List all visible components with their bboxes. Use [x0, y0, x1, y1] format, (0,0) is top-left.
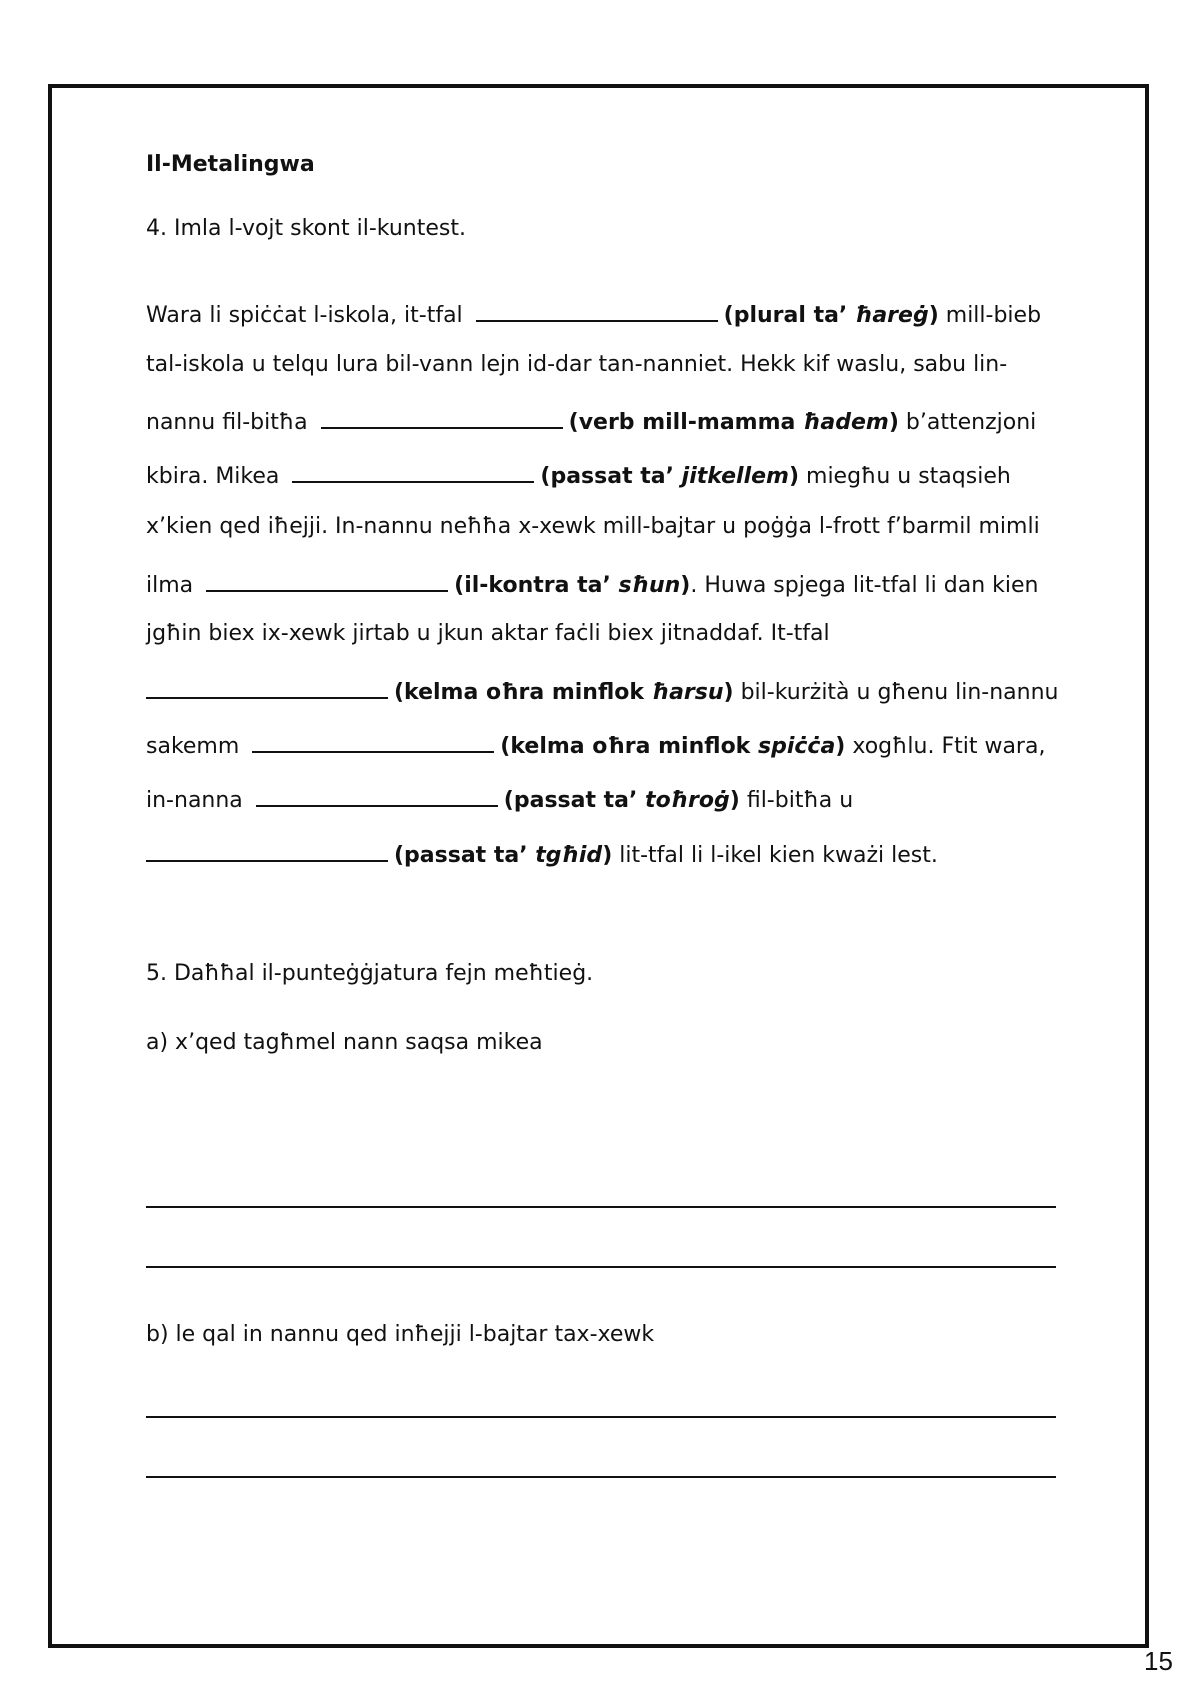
passage-line-1: [146, 298, 1041, 328]
blank-input-2[interactable]: [321, 405, 563, 429]
passage-text: miegħu u staqsieh: [799, 464, 1011, 489]
answer-line-5b-1[interactable]: [146, 1416, 1056, 1418]
hint: (kelma oħra minflok spiċċa): [500, 734, 846, 759]
page-number: 15: [1144, 1646, 1173, 1676]
passage-text: b’attenzjoni: [898, 410, 1037, 435]
hint: (verb mill-mamma ħadem): [568, 410, 899, 435]
hint: (il-kontra ta’ sħun): [454, 573, 691, 598]
passage-text: . Huwa spjega lit-tfal li dan kien: [690, 573, 1039, 598]
answer-line-5a-1[interactable]: [146, 1206, 1056, 1208]
answer-line-5b-2[interactable]: [146, 1476, 1056, 1478]
passage-line-4: [146, 459, 1011, 489]
question-4-instruction: 4. Imla l-vojt skont il-kuntest.: [146, 216, 466, 241]
hint: (passat ta’ tgħid): [394, 843, 613, 868]
blank-input-6[interactable]: [252, 729, 494, 753]
blank-input-4[interactable]: [206, 568, 448, 592]
passage-text: kbira. Mikea: [146, 464, 280, 489]
blank-input-3[interactable]: [292, 459, 534, 483]
passage-text: xogħlu. Ftit wara,: [845, 734, 1046, 759]
passage-line-10: [146, 783, 853, 813]
passage-text: nannu fil-bitħa: [146, 410, 308, 435]
passage-text: bil-kurżità u għenu lin-nannu: [733, 680, 1059, 705]
blank-input-1[interactable]: [476, 298, 718, 322]
passage-text: in-nanna: [146, 788, 243, 813]
passage-line-8: [146, 675, 1059, 705]
hint: (kelma oħra minflok ħarsu): [394, 680, 734, 705]
passage-line-9: [146, 729, 1045, 759]
question-5a: a) x’qed tagħmel nann saqsa mikea: [146, 1030, 543, 1055]
blank-input-5[interactable]: [146, 675, 388, 699]
passage-text: Wara li spiċċat l-iskola, it-tfal: [146, 303, 463, 328]
passage-text: ilma: [146, 573, 194, 598]
passage-text: mill-bieb: [938, 303, 1042, 328]
passage-line-3: [146, 405, 1036, 435]
passage-line-11: [146, 838, 938, 868]
passage-line-5: x’kien qed iħejji. In-nannu neħħa x-xewk mill-bajtar u poġġa l-frott f’barmil mimli: [146, 514, 1040, 539]
blank-input-8[interactable]: [146, 838, 388, 862]
hint: (passat ta’ toħroġ): [503, 788, 740, 813]
passage-text: fil-bitħa u: [739, 788, 854, 813]
section-title: Il-Metalingwa: [146, 152, 315, 177]
passage-line-7: jgħin biex ix-xewk jirtab u jkun aktar faċli biex jitnaddaf. It-tfal: [146, 621, 830, 646]
hint: (passat ta’ jitkellem): [540, 464, 800, 489]
question-5b: b) le qal in nannu qed inħejji l-bajtar tax-xewk: [146, 1322, 655, 1347]
passage-text: lit-tfal li l-ikel kien kważi lest.: [612, 843, 938, 868]
blank-input-7[interactable]: [256, 783, 498, 807]
question-5-instruction: 5. Daħħal il-punteġġjatura fejn meħtieġ.: [146, 961, 594, 986]
passage-line-6: [146, 568, 1039, 598]
answer-line-5a-2[interactable]: [146, 1266, 1056, 1268]
hint: (plural ta’ ħareġ): [723, 303, 939, 328]
passage-text: sakemm: [146, 734, 240, 759]
passage-line-2: tal-iskola u telqu lura bil-vann lejn id-dar tan-nanniet. Hekk kif waslu, sabu lin-: [146, 352, 1008, 377]
